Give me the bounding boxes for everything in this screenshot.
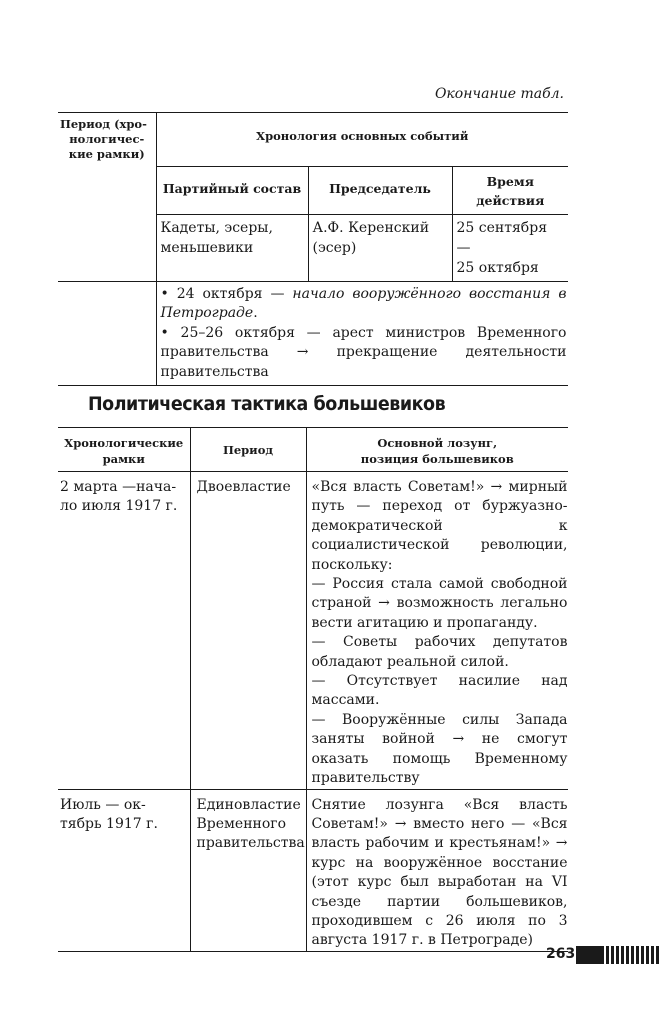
chronology-header-cell (156, 113, 568, 167)
period-line: Двоевластие (196, 479, 291, 495)
frame-cell (58, 472, 190, 790)
time-header-line: действия (476, 193, 545, 208)
chair-line: А.Ф. Керенский (312, 220, 430, 236)
chair-line: (эсер) (312, 240, 357, 256)
table-row (58, 472, 568, 790)
slogan-header-line: Основной лозунг, (377, 436, 498, 450)
period-cell (190, 472, 306, 790)
top-table (58, 112, 568, 386)
period-col-header: Период (222, 443, 274, 457)
event-line-1 (161, 285, 567, 324)
page-number: 263 (546, 946, 576, 962)
chair-header-cell (308, 167, 452, 215)
bolshevik-tactics-table (58, 427, 568, 952)
period-header-line: Период (хро- (60, 117, 147, 131)
event-1-date: • 24 октября — (160, 286, 293, 302)
frame-line: ло июля 1917 г. (60, 498, 178, 515)
events-cell (156, 282, 568, 386)
period-header-line: кие рамки) (68, 147, 145, 161)
period-line: Временного (196, 815, 287, 832)
time-line: 25 сентября — (456, 220, 548, 256)
table-row (58, 789, 568, 951)
empty-period-cell (58, 282, 156, 386)
frame-line: 2 марта —нача- (60, 479, 177, 495)
chair-cell (308, 215, 452, 282)
frame-header-line: рамки (102, 452, 145, 466)
chair-header: Председатель (329, 181, 431, 196)
party-header-cell (156, 167, 308, 215)
table-continuation-caption: Окончание табл. (434, 86, 564, 102)
time-cell (452, 215, 568, 282)
period-header-line: нологичес- (69, 132, 145, 146)
event-line-2: • 25–26 октября — арест министров Временного правительства → прекращение деятельности правительства (160, 324, 567, 380)
time-header-cell (452, 167, 568, 215)
period-cell (190, 789, 306, 951)
frame-cell (58, 789, 190, 951)
party-line: Кадеты, эсеры, (160, 220, 273, 236)
chronology-header: Хронология основных событий (256, 129, 469, 143)
slogan-header-cell (306, 428, 568, 472)
period-line: правительства (196, 835, 305, 852)
event-1-end: . (253, 305, 258, 322)
position-paragraph: — Отсутствует насилие над массами. (311, 673, 568, 709)
time-header-line: Время (486, 174, 534, 189)
section-title: Политическая тактика большевиков (88, 393, 446, 415)
frame-header-cell (58, 428, 190, 472)
period-col-header-cell (190, 428, 306, 472)
position-paragraph: Снятие лозунга «Вся власть Советам!» → вместо него — «Вся власть рабочим и крестьянам!» → курс на вооружённое восстание (этот курс был выработан на VI съезде партии большевиков, проходившем с 26 июля по 3 августа 1917 г. в Петрограде) (311, 796, 568, 949)
position-cell (306, 789, 568, 951)
time-line: 25 октября (456, 260, 539, 276)
party-line: меньшевики (160, 240, 254, 256)
period-header-cell (58, 113, 156, 282)
position-paragraph: — Россия стала самой свободной страной → возможность легально вести агитацию и пропаганду. (311, 576, 568, 631)
frame-line: Июль — ок- (60, 796, 146, 813)
position-cell (306, 472, 568, 790)
event-1-text: начало вооружённого восстания в Петрограде (160, 286, 567, 322)
party-cell (156, 215, 308, 282)
position-paragraph: — Советы рабочих депутатов обладают реальной силой. (311, 634, 568, 670)
position-paragraph: — Вооружённые силы Запада заняты войной → не смогут оказать помощь Временному правительству (311, 711, 568, 787)
frame-line: тябрь 1917 г. (60, 815, 158, 832)
party-header: Партийный состав (162, 181, 302, 196)
frame-header-line: Хронологические (64, 436, 184, 450)
period-line: Единовластие (196, 796, 301, 813)
position-paragraph: «Вся власть Советам!» → мирный путь — переход от буржуазно-демократической к социалистической революции, поскольку: (311, 479, 568, 573)
page-marker-solid (576, 946, 602, 964)
slogan-header-line: позиция большевиков (360, 452, 514, 466)
